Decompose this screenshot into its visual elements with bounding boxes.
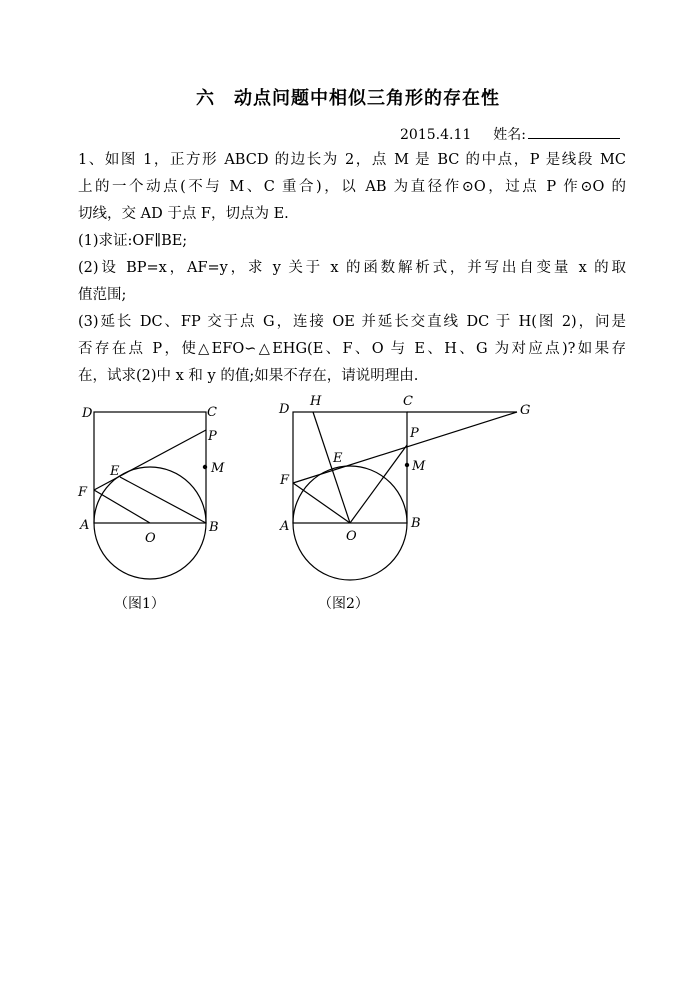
fig1-label-p: P [208,429,217,444]
fig2-label-m: M [412,459,426,474]
fig1-label-d: D [82,406,93,421]
fig2-label-p: P [410,426,419,441]
fig2-label-g: G [520,403,531,418]
fig1-segment-be [120,477,206,523]
figure-2-caption: （图2） [318,596,369,612]
fig1-label-f: F [78,485,88,500]
problem-line-6: 值范围; [78,287,127,303]
fig2-line-oh [313,412,350,523]
fig1-label-o: O [145,531,156,546]
problem-line-3: 切线，交 AD 于点 F，切点为 E. [78,206,289,222]
fig1-segment-of [94,490,150,523]
fig2-label-o: O [346,529,357,544]
fig2-label-f: F [280,473,290,488]
problem-line-9: 在，试求(2)中 x 和 y 的值;如果不存在，请说明理由. [78,368,419,384]
fig1-tangent-fp [94,430,206,490]
figure-2-drawing [293,412,517,580]
fig2-label-h: H [310,394,322,409]
figure-1-caption: （图1） [114,596,165,612]
problem-line-4: (1)求证:OF∥BE; [78,233,188,249]
fig2-label-b: B [411,516,421,531]
page-title: 六 动点问题中相似三角形的存在性 [196,88,500,109]
fig2-label-a: A [280,519,290,534]
fig1-label-b: B [209,520,219,535]
fig1-point-m [203,465,207,469]
fig1-label-e: E [110,464,120,479]
problem-line-2: 上的一个动点(不与 M、C 重合)，以 AB 为直径作⊙O，过点 P 作⊙O 的 [78,179,626,195]
fig2-label-e: E [333,451,343,466]
fig1-label-a: A [80,518,90,533]
problem-line-5: (2)设 BP=x，AF=y，求 y 关于 x 的函数解析式，并写出自变量 x 的取 [78,260,626,276]
name-label: 姓名: [493,127,526,143]
figure-1-drawing [94,412,206,579]
fig1-label-c: C [207,405,217,420]
fig1-label-m: M [211,461,225,476]
fig2-point-m [405,463,409,467]
fig2-label-c: C [403,394,413,409]
problem-line-8: 否存在点 P，使△EFO∽△EHG(E、F、O 与 E、H、G 为对应点)?如果存 [78,341,626,357]
problem-line-1: 1、如图 1，正方形 ABCD 的边长为 2，点 M 是 BC 的中点，P 是线段 MC [78,152,626,168]
fig2-label-d: D [279,402,290,417]
date: 2015.4.11 [400,127,472,143]
problem-line-7: (3)延长 DC、FP 交于点 G，连接 OE 并延长交直线 DC 于 H(图 2)，问是 [78,314,626,330]
fig2-segment-op [350,445,407,523]
fig2-segment-of [293,483,350,523]
